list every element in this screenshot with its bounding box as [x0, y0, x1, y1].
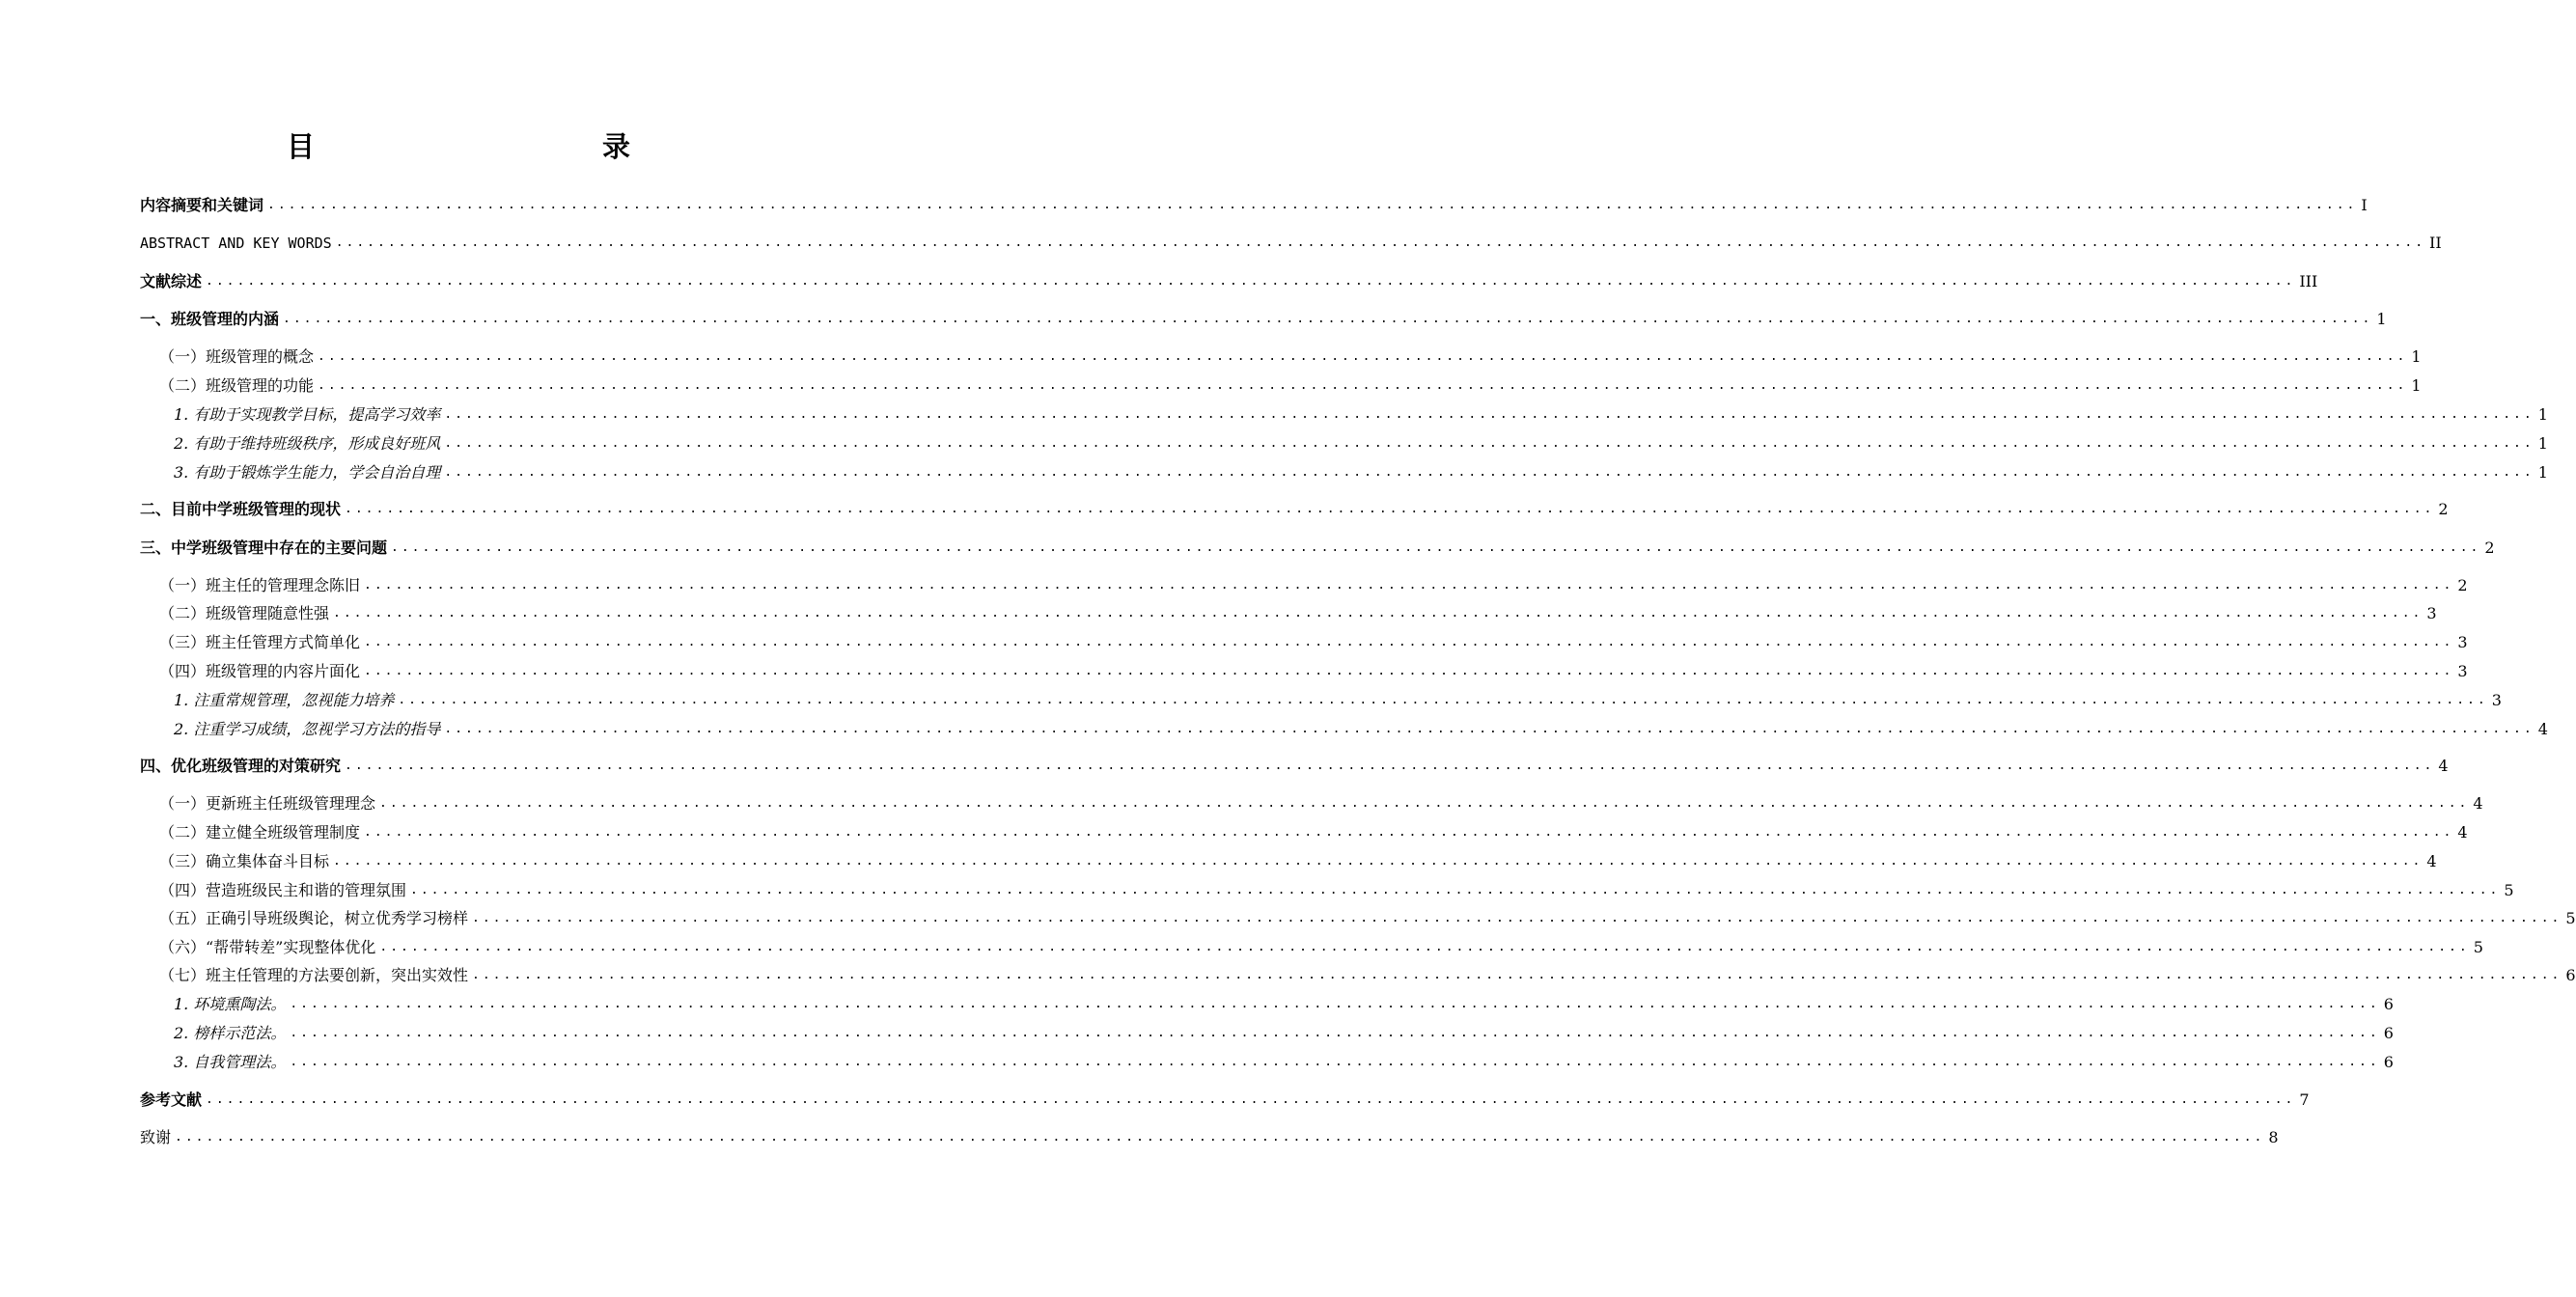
toc-entry[interactable]: [140, 753, 2449, 776]
toc-entry-label: （三）确立集体奋斗目标: [159, 852, 330, 870]
toc-entry[interactable]: [174, 459, 2548, 483]
toc-entry[interactable]: [140, 535, 2495, 558]
toc-entry-label: 一、班级管理的内涵: [140, 310, 280, 328]
toc-entry-page: 6: [2565, 966, 2576, 984]
leader-dots: ........................................................................................................................................................................................................: [444, 407, 2534, 422]
toc-entry[interactable]: [159, 877, 2514, 900]
toc-entry-page: 7: [2299, 1090, 2310, 1109]
toc-entry[interactable]: [159, 790, 2483, 814]
toc-entry[interactable]: [174, 430, 2548, 454]
toc-entry-page: III: [2299, 272, 2318, 290]
toc-entry[interactable]: [174, 716, 2548, 739]
toc-entry-page: 4: [2426, 852, 2437, 870]
toc-entry-label: 2. 榜样示范法。: [174, 1024, 287, 1042]
leader-dots: ........................................................................................................................................................................................................: [364, 635, 2454, 649]
leader-dots: ........................................................................................................................................................................................................: [318, 349, 2408, 364]
toc-entry-label: （二）建立健全班级管理制度: [159, 823, 361, 842]
toc-entry[interactable]: [159, 934, 2483, 957]
toc-entry-page: 5: [2565, 909, 2576, 927]
toc-entry-page: 2: [2484, 538, 2495, 557]
leader-dots: ........................................................................................................................................................................................................: [290, 1026, 2380, 1040]
leader-dots: ........................................................................................................................................................................................................: [318, 378, 2408, 393]
leader-dots: ........................................................................................................................................................................................................: [472, 911, 2562, 925]
toc-entry-page: I: [2361, 196, 2368, 214]
toc-entry-page: 6: [2383, 995, 2394, 1013]
toc-entry-label: 3. 有助于锻炼学生能力，学会自治自理: [174, 463, 441, 482]
toc-entry[interactable]: [140, 230, 2442, 253]
toc-entry-page: 4: [2473, 794, 2483, 813]
toc-entry-label: （二）班级管理随意性强: [159, 604, 330, 622]
toc-entry[interactable]: [159, 962, 2576, 985]
toc-entry-page: 1: [2537, 434, 2548, 453]
toc-entry-page: 2: [2438, 500, 2449, 518]
toc-entry-label: （七）班主任管理的方法要创新，突出实效性: [159, 966, 469, 984]
toc-entry[interactable]: [159, 373, 2422, 396]
leader-dots: ........................................................................................................................................................................................................: [391, 540, 2481, 555]
toc-entry-label: 1. 环境熏陶法。: [174, 995, 287, 1013]
toc-entry-label: 1. 注重常规管理，忽视能力培养: [174, 691, 395, 709]
toc-entry-label: （一）班主任的管理理念陈旧: [159, 576, 361, 594]
leader-dots: ........................................................................................................................................................................................................: [410, 883, 2501, 897]
leader-dots: ........................................................................................................................................................................................................: [364, 825, 2454, 840]
leader-dots: ........................................................................................................................................................................................................: [290, 1055, 2380, 1069]
toc-entry-label: 1. 有助于实现教学目标，提高学习效率: [174, 405, 441, 424]
toc-entry-page: 1: [2411, 347, 2422, 366]
toc-entry-label: （一）班级管理的概念: [159, 347, 315, 366]
leader-dots: ........................................................................................................................................................................................................: [364, 664, 2454, 678]
leader-dots: ........................................................................................................................................................................................................: [472, 968, 2562, 982]
leader-dots: ........................................................................................................................................................................................................: [335, 235, 2426, 250]
toc-entry[interactable]: [159, 629, 2468, 652]
toc-entry-page: 4: [2438, 757, 2449, 775]
toc-entry[interactable]: [140, 1087, 2310, 1110]
toc-entry[interactable]: [159, 600, 2437, 623]
toc-entry-label: 致谢: [140, 1128, 172, 1146]
toc-entry-page: 2: [2457, 576, 2468, 594]
toc-entry-page: II: [2429, 234, 2442, 252]
leader-dots: ........................................................................................................................................................................................................: [267, 198, 2358, 212]
toc-entry-label: （六）“帮带转差”实现整体优化: [159, 938, 376, 956]
toc-entry[interactable]: [159, 905, 2576, 928]
leader-dots: ........................................................................................................................................................................................................: [379, 796, 2470, 811]
toc-entry-page: 5: [2504, 881, 2514, 899]
toc-entry[interactable]: [174, 1049, 2394, 1072]
toc-entry-label: （一）更新班主任班级管理理念: [159, 794, 376, 813]
toc-entry[interactable]: [159, 848, 2437, 871]
toc-entry[interactable]: [159, 658, 2468, 681]
toc-entry-label: 参考文献: [140, 1090, 203, 1109]
toc-entry-label: （四）营造班级民主和谐的管理氛围: [159, 881, 407, 899]
toc-entry-label: 四、优化班级管理的对策研究: [140, 757, 342, 775]
toc-entry-page: 4: [2537, 720, 2548, 738]
toc-entry[interactable]: [140, 306, 2387, 329]
toc-entry-page: 6: [2383, 1024, 2394, 1042]
toc-entry-page: 3: [2457, 633, 2468, 651]
toc-entry[interactable]: [159, 819, 2468, 842]
toc-entry-page: 6: [2383, 1053, 2394, 1071]
leader-dots: ........................................................................................................................................................................................................: [345, 759, 2435, 773]
leader-dots: ........................................................................................................................................................................................................: [345, 502, 2435, 516]
toc-entry-page: 1: [2537, 405, 2548, 424]
toc-entry-page: 5: [2473, 938, 2483, 956]
toc-entry-label: 2. 注重学习成绩，忽视学习方法的指导: [174, 720, 441, 738]
toc-entry[interactable]: [140, 268, 2318, 291]
toc-entry-page: 1: [2537, 463, 2548, 482]
toc-entry-label: 三、中学班级管理中存在的主要问题: [140, 538, 388, 557]
leader-dots: ........................................................................................................................................................................................................: [283, 312, 2373, 326]
toc-entry-page: 8: [2268, 1128, 2279, 1146]
leader-dots: ........................................................................................................................................................................................................: [444, 465, 2534, 480]
toc-entry[interactable]: [174, 1020, 2394, 1043]
toc-entry-label: 文献综述: [140, 272, 203, 290]
toc-entry-page: 1: [2376, 310, 2387, 328]
toc-entry-label: （二）班级管理的功能: [159, 376, 315, 395]
leader-dots: ........................................................................................................................................................................................................: [333, 606, 2424, 621]
leader-dots: ........................................................................................................................................................................................................: [398, 693, 2488, 707]
leader-dots: ........................................................................................................................................................................................................: [379, 940, 2470, 954]
toc-entry[interactable]: [174, 401, 2548, 425]
toc-entry-page: 3: [2457, 662, 2468, 680]
toc-entry-label: 3. 自我管理法。: [174, 1053, 287, 1071]
toc-entry[interactable]: [140, 496, 2449, 519]
toc-entry-page: 3: [2426, 604, 2437, 622]
toc-entry-label: 二、目前中学班级管理的现状: [140, 500, 342, 518]
leader-dots: ........................................................................................................................................................................................................: [444, 722, 2534, 736]
toc-entry[interactable]: [174, 991, 2394, 1014]
leader-dots: ........................................................................................................................................................................................................: [206, 274, 2296, 289]
leader-dots: ........................................................................................................................................................................................................: [290, 997, 2380, 1011]
toc-entry-page: 4: [2457, 823, 2468, 842]
toc-entry-page: 1: [2411, 376, 2422, 395]
page-title: 目 录: [286, 130, 707, 163]
toc-entry-label: （三）班主任管理方式简单化: [159, 633, 361, 651]
toc-entry-label: （五）正确引导班级舆论，树立优秀学习榜样: [159, 909, 469, 927]
toc-entry-label: （四）班级管理的内容片面化: [159, 662, 361, 680]
toc-entry[interactable]: [159, 572, 2468, 595]
leader-dots: ........................................................................................................................................................................................................: [364, 578, 2454, 593]
toc-entry-label: ABSTRACT AND KEY WORDS: [140, 235, 332, 252]
leader-dots: ........................................................................................................................................................................................................: [206, 1092, 2296, 1107]
toc-entry[interactable]: [174, 687, 2502, 710]
toc-entry[interactable]: [140, 1124, 2279, 1147]
leader-dots: ........................................................................................................................................................................................................: [333, 854, 2424, 869]
toc-entry[interactable]: [140, 192, 2368, 215]
toc-entry-label: 内容摘要和关键词: [140, 196, 264, 214]
toc-entry-page: 3: [2491, 691, 2502, 709]
leader-dots: ........................................................................................................................................................................................................: [444, 436, 2534, 451]
toc-entry-label: 2. 有助于维持班级秩序，形成良好班风: [174, 434, 441, 453]
leader-dots: ........................................................................................................................................................................................................: [175, 1130, 2265, 1145]
toc-entry[interactable]: [159, 344, 2422, 367]
